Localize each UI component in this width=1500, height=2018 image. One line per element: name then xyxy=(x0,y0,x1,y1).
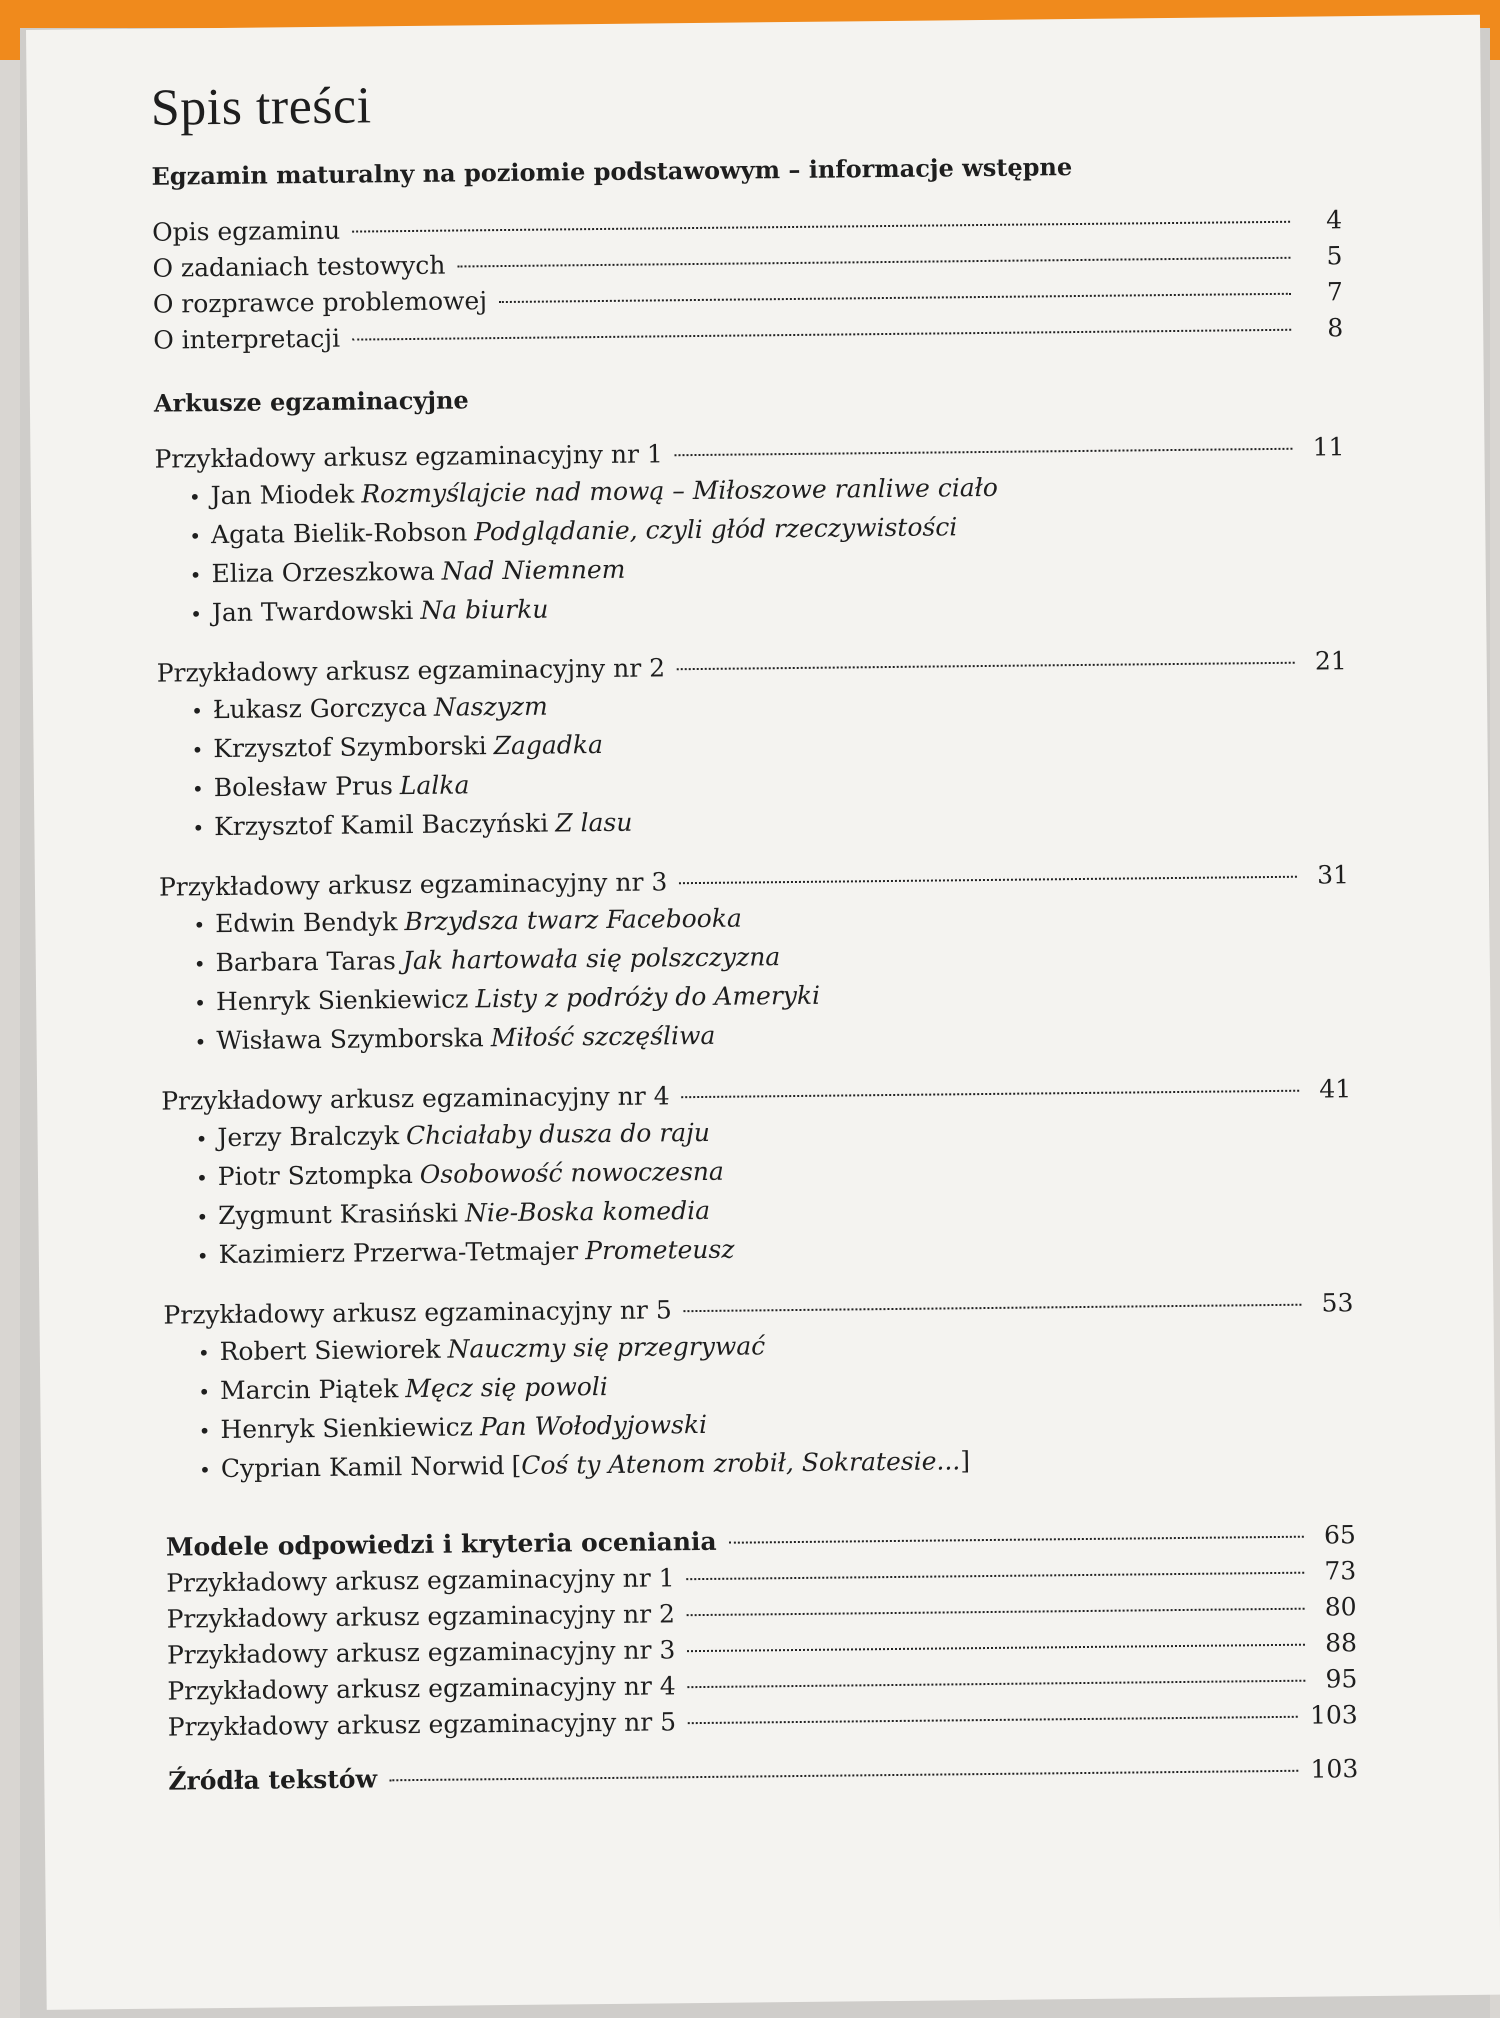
intro-heading: Egzamin maturalny na poziomie podstawowym – informacje wstępne xyxy=(151,152,1073,191)
author: Henryk Sienkiewicz xyxy=(215,984,469,1017)
work-title: Na biurku xyxy=(420,594,549,625)
toc-label: Przykładowy arkusz egzaminacyjny nr 4 xyxy=(161,1081,670,1116)
work-title: Zagadka xyxy=(493,729,604,761)
bullet-icon: • xyxy=(195,1166,208,1191)
bullet-icon: • xyxy=(191,699,204,724)
book-page xyxy=(26,15,1500,2010)
work-title: Listy z podróży do Ameryki xyxy=(475,980,821,1014)
dot-leader xyxy=(729,1536,1304,1544)
work-title: Nad Niemnem xyxy=(441,554,626,586)
toc-label: Przykładowy arkusz egzaminacyjny nr 2 xyxy=(156,653,666,688)
table-of-contents xyxy=(151,66,1359,1799)
page-number: 103 xyxy=(1309,1700,1358,1730)
toc-label: Przykładowy arkusz egzaminacyjny nr 2 xyxy=(166,1599,676,1634)
dot-leader xyxy=(675,448,1293,456)
dot-leader xyxy=(679,876,1297,884)
author: Jan Twardowski xyxy=(211,595,414,628)
author: Krzysztof Kamil Baczyński xyxy=(213,808,549,842)
models-list xyxy=(166,1553,1358,1745)
page-number: 7 xyxy=(1326,277,1343,307)
work-title: Chciałaby dusza do raju xyxy=(405,1117,711,1151)
sheet-group-3 xyxy=(159,857,1351,1061)
bracket-open: [ xyxy=(511,1450,522,1480)
bullet-icon: • xyxy=(194,991,207,1016)
toc-label: Przykładowy arkusz egzaminacyjny nr 1 xyxy=(166,1563,675,1598)
intro-list xyxy=(152,202,1343,358)
page-number: 95 xyxy=(1325,1664,1358,1694)
bullet-icon: • xyxy=(196,1205,209,1230)
author: Agata Bielik-Robson xyxy=(210,517,468,550)
bullet-icon: • xyxy=(189,563,202,588)
bullet-icon: • xyxy=(195,1127,208,1152)
toc-label: O interpretacji xyxy=(153,323,341,355)
work-title: Coś ty Atenom zrobił, Sokratesie... xyxy=(521,1446,961,1480)
page-number: 88 xyxy=(1324,1628,1358,1658)
author: Bolesław Prus xyxy=(213,771,393,803)
bullet-icon: • xyxy=(196,1244,209,1269)
text-list xyxy=(161,1107,1353,1275)
page-title: Spis treści xyxy=(150,77,372,137)
dot-leader xyxy=(682,1090,1300,1098)
author: Wisława Szymborska xyxy=(216,1023,484,1056)
bullet-icon: • xyxy=(198,1458,212,1483)
author: Jerzy Bralczyk xyxy=(217,1121,400,1153)
bullet-icon: • xyxy=(190,602,203,627)
author: Barbara Taras xyxy=(215,946,396,978)
author: Cyprian Kamil Norwid xyxy=(220,1451,505,1484)
text-list xyxy=(159,893,1351,1061)
dot-leader xyxy=(457,257,1290,268)
work-title: Nie-Boska komedia xyxy=(464,1195,711,1228)
toc-label: Przykładowy arkusz egzaminacyjny nr 5 xyxy=(163,1295,672,1330)
author: Eliza Orzeszkowa xyxy=(211,556,435,589)
page-number: 21 xyxy=(1314,646,1347,676)
toc-label: Przykładowy arkusz egzaminacyjny nr 4 xyxy=(167,1671,676,1706)
author: Zygmunt Krasiński xyxy=(218,1198,459,1231)
dot-leader xyxy=(687,1608,1305,1616)
dot-leader xyxy=(687,1572,1305,1580)
author: Henryk Sienkiewicz xyxy=(220,1412,474,1445)
sheet-group-2 xyxy=(157,643,1349,847)
sources-label: Źródła tekstów xyxy=(168,1764,378,1796)
bullet-icon: • xyxy=(194,1030,207,1055)
work-title: Jak hartowała się polszczyzna xyxy=(402,942,781,976)
page-number: 65 xyxy=(1323,1520,1356,1550)
bullet-icon: • xyxy=(198,1380,211,1405)
author: Łukasz Gorczyca xyxy=(212,692,428,725)
toc-label: Opis egzaminu xyxy=(151,215,341,247)
author: Kazimierz Przerwa-Tetmajer xyxy=(218,1236,579,1270)
toc-label: Przykładowy arkusz egzaminacyjny nr 3 xyxy=(158,867,668,902)
page-number: 53 xyxy=(1321,1288,1354,1318)
page-number: 31 xyxy=(1316,860,1350,890)
work-title: Z lasu xyxy=(555,807,633,838)
work-title: Lalka xyxy=(399,770,470,801)
dot-leader xyxy=(687,1644,1305,1652)
toc-label: Przykładowy arkusz egzaminacyjny nr 5 xyxy=(167,1707,677,1742)
bullet-icon: • xyxy=(193,913,206,938)
author: Krzysztof Szymborski xyxy=(213,731,487,764)
work-title: Naszyzm xyxy=(433,691,548,722)
bullet-icon: • xyxy=(192,816,205,841)
work-title: Podglądanie, czyli głód rzeczywistości xyxy=(473,512,958,547)
bullet-icon: • xyxy=(198,1419,211,1444)
author: Marcin Piątek xyxy=(219,1374,399,1406)
work-title: Rozmyślajcie nad mową – Miłoszowe ranliwe ciało xyxy=(361,472,998,509)
dot-leader xyxy=(688,1680,1306,1688)
work-title: Brzydsza twarz Facebooka xyxy=(404,903,742,937)
bracket-close: ] xyxy=(960,1446,971,1476)
toc-label: O rozprawce problemowej xyxy=(152,286,488,319)
page-number: 8 xyxy=(1327,313,1344,343)
models-heading: Modele odpowiedzi i kryteria oceniania xyxy=(165,1526,717,1562)
toc-label: O zadaniach testowych xyxy=(152,250,446,283)
dot-leader xyxy=(352,221,1290,233)
text-list xyxy=(157,679,1349,847)
page-number: 80 xyxy=(1324,1592,1357,1622)
bullet-icon: • xyxy=(191,777,204,802)
dot-leader xyxy=(688,1716,1298,1724)
bullet-icon: • xyxy=(197,1341,210,1366)
work-title: Pan Wołodyjowski xyxy=(479,1409,708,1442)
page-number: 73 xyxy=(1324,1556,1357,1586)
page-number: 11 xyxy=(1312,432,1345,462)
bullet-icon: • xyxy=(189,524,202,549)
text-list xyxy=(155,465,1347,633)
sheet-group-5 xyxy=(163,1285,1355,1489)
sheet-group-1 xyxy=(154,429,1346,633)
page-number: 41 xyxy=(1319,1074,1352,1104)
bullet-icon: • xyxy=(188,485,201,510)
page-number: 103 xyxy=(1310,1754,1359,1784)
text-list xyxy=(164,1321,1356,1489)
author: Piotr Sztompka xyxy=(217,1160,413,1192)
author: Edwin Bendyk xyxy=(215,907,398,939)
dot-leader xyxy=(389,1770,1299,1782)
work-title: Prometeusz xyxy=(585,1234,735,1266)
dot-leader xyxy=(684,1304,1302,1312)
author: Robert Siewiorek xyxy=(219,1334,441,1367)
work-title: Męcz się powoli xyxy=(405,1371,608,1404)
sheets-heading: Arkusze egzaminacyjne xyxy=(153,385,469,418)
dot-leader xyxy=(499,293,1291,303)
dot-leader xyxy=(352,329,1291,341)
work-title: Osobowość nowoczesna xyxy=(419,1156,725,1189)
page-number: 5 xyxy=(1326,241,1343,271)
toc-label: Przykładowy arkusz egzaminacyjny nr 3 xyxy=(166,1635,676,1670)
toc-label: Przykładowy arkusz egzaminacyjny nr 1 xyxy=(154,439,663,474)
dot-leader xyxy=(677,662,1295,670)
bullet-icon: • xyxy=(191,738,204,763)
bullet-icon: • xyxy=(193,952,206,977)
work-title: Nauczmy się przegrywać xyxy=(447,1331,766,1364)
work-title: Miłość szczęśliwa xyxy=(490,1020,716,1053)
page-number: 4 xyxy=(1326,205,1343,235)
sheet-group-4 xyxy=(161,1071,1353,1275)
author: Jan Miodek xyxy=(210,479,355,511)
